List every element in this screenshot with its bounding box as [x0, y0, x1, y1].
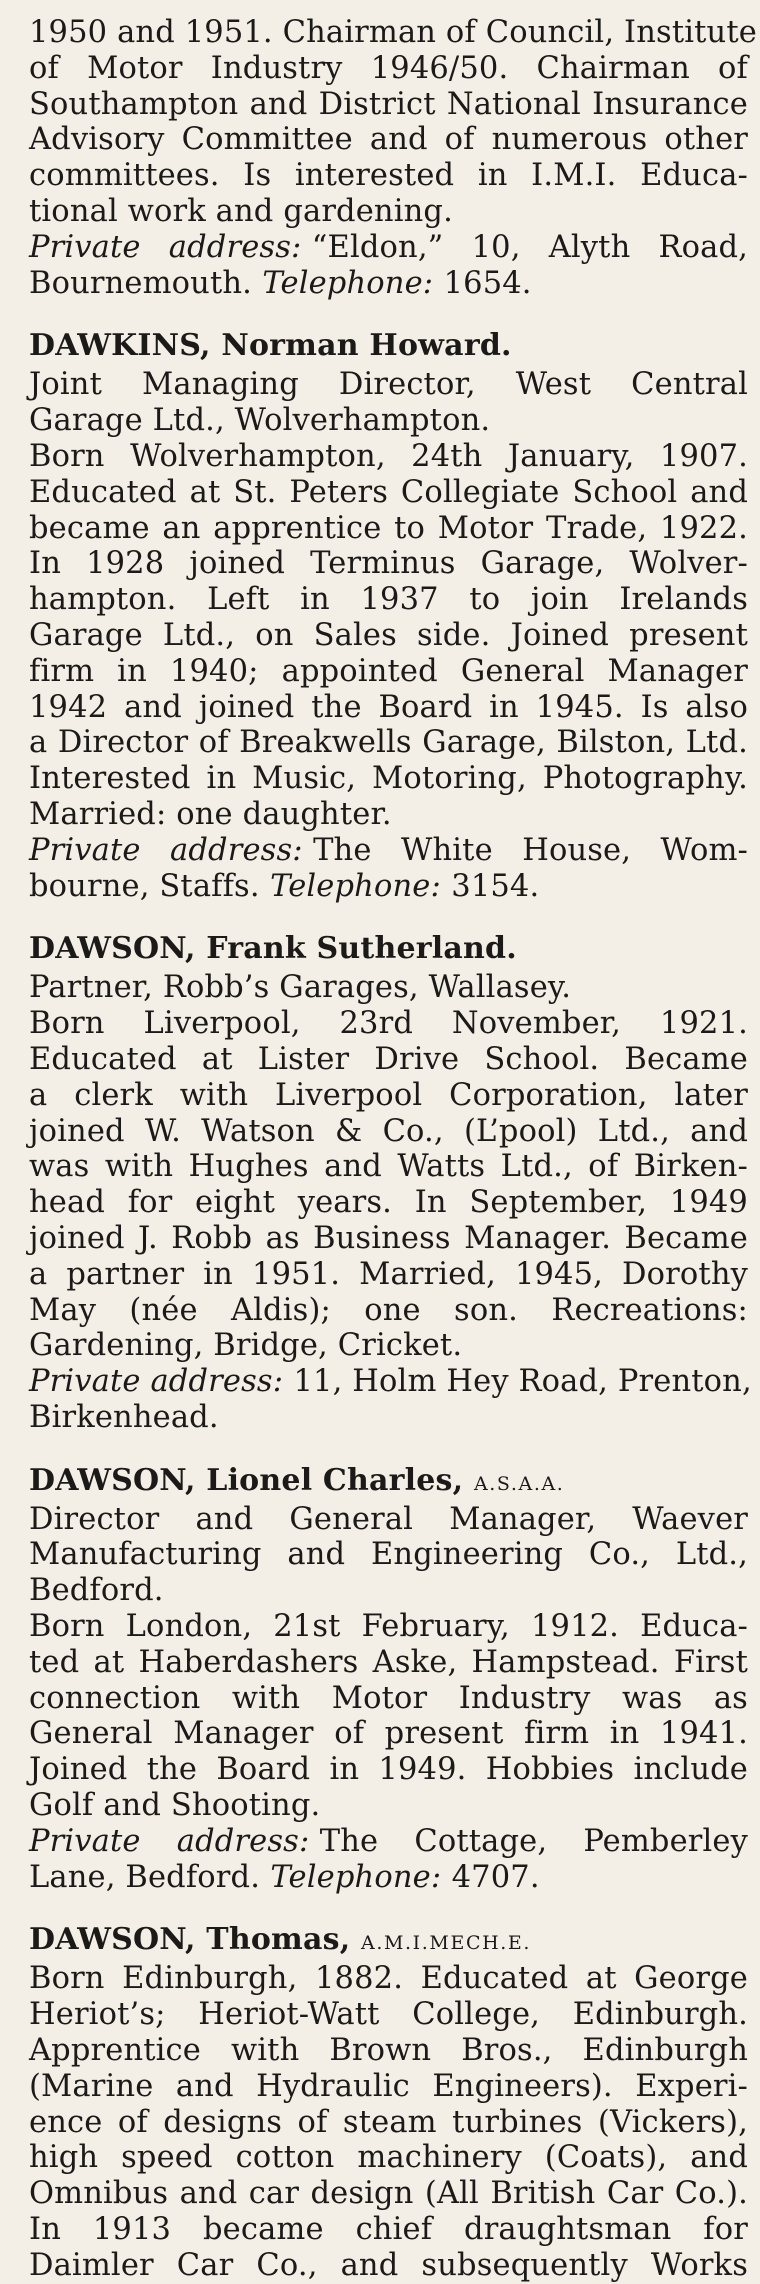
entry-text-line: Heriot’s; Heriot-Watt College, Edinburgh.	[29, 1997, 748, 2033]
entry-name-heading	[29, 1462, 748, 1499]
entry-text-line: General Manager of present firm in 1941.	[29, 1716, 748, 1752]
entry-text-line: committees. Is interested in I.M.I. Educa-	[29, 158, 748, 194]
entry-text-line: a partner in 1951. Married, 1945, Dorothy	[29, 1256, 748, 1292]
private-address-line	[29, 869, 748, 905]
entry-name-heading	[29, 1921, 748, 1958]
private-address-label: Private address:	[29, 1823, 310, 1859]
entry-text-line: became an apprentice to Motor Trade, 1922.	[29, 510, 748, 546]
private-address-text: bourne, Staffs.	[29, 868, 260, 904]
entry-qualification: A.M.I.MECH.E.	[361, 1932, 531, 1955]
entry-text-line: Garage Ltd., Wolverhampton.	[29, 403, 491, 439]
private-address-label: Private address:	[29, 832, 303, 868]
entry-text-line: ence of designs of steam turbines (Vickers),	[29, 2104, 748, 2140]
entry-name-heading	[29, 327, 748, 364]
entry-forenames: Frank Sutherland.	[206, 931, 517, 967]
private-address-text: Lane, Bedford.	[29, 1859, 261, 1895]
entry-text-line: Daimler Car Co., and subsequently Works	[29, 2247, 748, 2283]
entry-text-line: In 1928 joined Terminus Garage, Wolver-	[29, 546, 748, 582]
entry-text-line: a Director of Breakwells Garage, Bilston, Ltd.	[29, 725, 748, 761]
entry-text-line: Born Edinburgh, 1882. Educated at George	[29, 1961, 748, 1997]
entry-text-line: Gardening, Bridge, Cricket.	[29, 1328, 463, 1364]
entry-text-line: Manufacturing and Engineering Co., Ltd.,	[29, 1537, 748, 1573]
entry-text-line: Educated at Lister Drive School. Became	[29, 1041, 748, 1077]
entry-text-line: Born Liverpool, 23rd November, 1921.	[29, 1006, 748, 1042]
entry-text-line: Educated at St. Peters Collegiate School and	[29, 474, 748, 510]
telephone-number: 3154.	[451, 868, 540, 904]
entry-text-line: head for eight years. In September, 1949	[29, 1185, 748, 1221]
entry-text-line: (Marine and Hydraulic Engineers). Experi-	[29, 2068, 748, 2104]
entry-forenames: Lionel Charles,	[206, 1462, 464, 1498]
entry-surname: DAWSON,	[29, 931, 196, 967]
entry-text-line: Partner, Robb’s Garages, Wallasey.	[29, 970, 572, 1006]
entry-dawson-lionel-charles	[29, 1462, 748, 1896]
private-address-line	[29, 1824, 748, 1860]
private-address-line	[29, 1364, 752, 1400]
entry-text-line: In 1913 became chief draughtsman for	[29, 2212, 748, 2248]
telephone-label: Telephone:	[262, 265, 434, 301]
entry-dawson-frank-sutherland	[29, 930, 752, 1435]
entry-text-line: Joined the Board in 1949. Hobbies include	[29, 1752, 748, 1788]
private-address-text: The Cottage, Pemberley	[319, 1823, 748, 1859]
entry-text-line: 1942 and joined the Board in 1945. Is also	[29, 689, 748, 725]
entry-text-line: Southampton and District National Insurance	[29, 86, 748, 122]
private-address-text: 11, Holm Hey Road, Prenton,	[293, 1364, 752, 1400]
entry-text-line: Born Wolverhampton, 24th January, 1907.	[29, 438, 748, 474]
entry-text-line: a clerk with Liverpool Corporation, later	[29, 1077, 748, 1113]
entry-forenames: Norman Howard.	[221, 328, 512, 364]
entry-forenames: Thomas,	[206, 1922, 351, 1958]
entry-name-heading	[29, 930, 748, 967]
entry-text-line: of Motor Industry 1946/50. Chairman of	[29, 50, 748, 86]
telephone-label: Telephone:	[270, 868, 441, 904]
entry-text-line: tional work and gardening.	[29, 193, 453, 229]
entry-text-line: high speed cotton machinery (Coats), and	[29, 2140, 748, 2176]
private-address-line	[29, 266, 748, 302]
private-address-line	[29, 1860, 748, 1896]
entry-text-line: Married: one daughter.	[29, 796, 392, 832]
entry-text-line: joined J. Robb as Business Manager. Became	[29, 1220, 748, 1256]
telephone-number: 4707.	[451, 1859, 540, 1895]
entry-text-line: was with Hughes and Watts Ltd., of Birken-	[29, 1149, 748, 1185]
entry-text-line: Interested in Music, Motoring, Photography.	[29, 761, 748, 797]
entry-text-line: Director and General Manager, Waever	[29, 1501, 748, 1537]
entry-text-line: Garage Ltd., on Sales side. Joined present	[29, 617, 748, 653]
entry-text-line: joined W. Watson & Co., (L’pool) Ltd., and	[29, 1113, 748, 1149]
entry-surname: DAWSON,	[29, 1922, 196, 1958]
entry-dawkins-norman-howard	[29, 327, 748, 904]
entry-text-line: Joint Managing Director, West Central	[29, 367, 748, 403]
entry-text-line: Omnibus and car design (All British Car Co.).	[29, 2176, 748, 2212]
entry-text-line: Apprentice with Brown Bros., Edinburgh	[29, 2033, 748, 2069]
telephone-label: Telephone:	[270, 1859, 442, 1895]
private-address-line	[29, 833, 748, 869]
private-address-line	[29, 230, 748, 266]
entry-text-line: connection with Motor Industry was as	[29, 1680, 748, 1716]
entry-dawson-thomas	[29, 1921, 748, 2283]
entry-text-line: hampton. Left in 1937 to join Irelands	[29, 582, 748, 618]
private-address-text: Birkenhead.	[29, 1399, 219, 1435]
private-address-text: The White House, Wom-	[313, 832, 748, 868]
private-address-label: Private address:	[29, 229, 302, 265]
entry-text-line: Bedford.	[29, 1573, 164, 1609]
entry-text-line: firm in 1940; appointed General Manager	[29, 653, 748, 689]
private-address-line	[29, 1400, 748, 1436]
entry-text-line: 1950 and 1951. Chairman of Council, Institute	[29, 15, 757, 50]
private-address-text: Bournemouth.	[29, 265, 253, 301]
entry-surname: DAWKINS,	[29, 328, 211, 364]
entry-continuation	[29, 15, 757, 301]
entry-text-line: Golf and Shooting.	[29, 1788, 321, 1824]
entry-text-line: May (née Aldis); one son. Recreations:	[29, 1292, 748, 1328]
entry-qualification: A.S.A.A.	[473, 1472, 565, 1495]
entry-text-line: Born London, 21st February, 1912. Educa-	[29, 1609, 748, 1645]
entry-surname: DAWSON,	[29, 1462, 196, 1498]
private-address-text: “Eldon,” 10, Alyth Road,	[311, 229, 748, 265]
private-address-label: Private address:	[29, 1364, 284, 1400]
entry-text-line: Advisory Committee and of numerous other	[29, 122, 748, 158]
entry-text-line: ted at Haberdashers Aske, Hampstead. First	[29, 1644, 748, 1680]
telephone-number: 1654.	[443, 265, 532, 301]
